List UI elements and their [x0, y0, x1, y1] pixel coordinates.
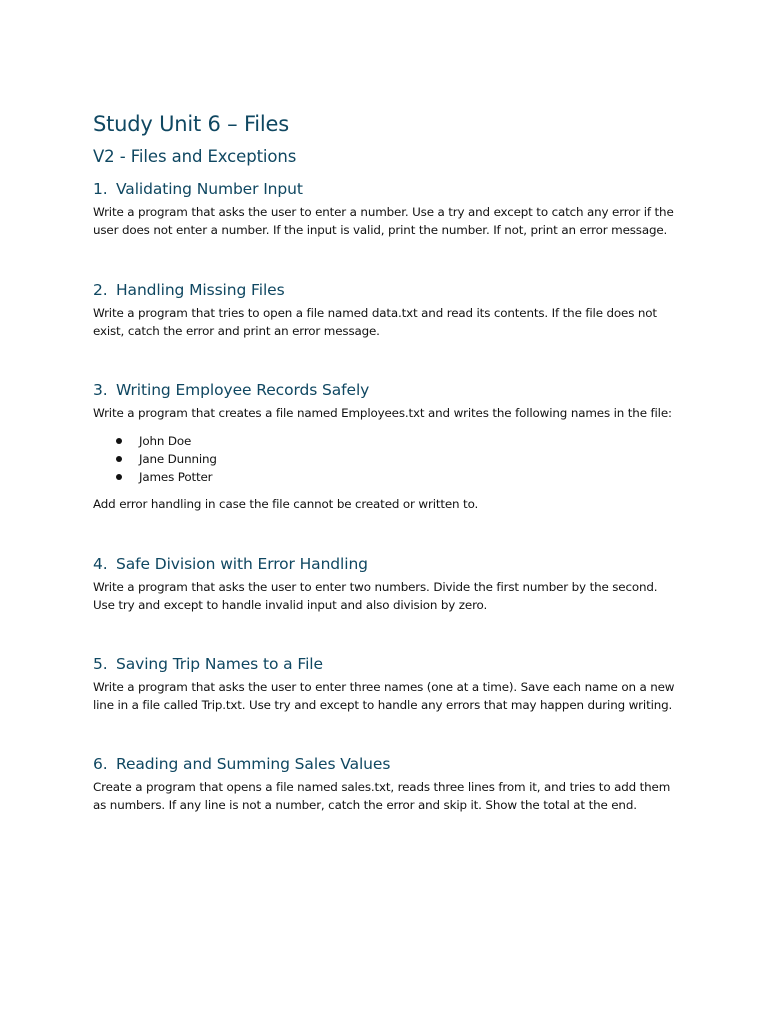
- section-heading: [93, 378, 678, 402]
- section-paragraph: Write a program that tries to open a file named data.txt and read its contents. If the file does not exist, catch the error and print an error message.: [93, 306, 657, 338]
- section-number: 1.: [93, 180, 108, 198]
- section-number: 4.: [93, 555, 108, 573]
- section-title: Reading and Summing Sales Values: [116, 755, 391, 773]
- section-paragraph: Write a program that asks the user to enter three names (one at a time). Save each name on a new line in a file called Trip.txt. Use try and except to handle any errors that may happen during writing.: [93, 680, 675, 712]
- section-heading: [93, 278, 678, 302]
- section-4: [93, 552, 678, 614]
- section-heading: [93, 652, 678, 676]
- section-number: 6.: [93, 755, 108, 773]
- section-number: 2.: [93, 281, 108, 299]
- section-title: Safe Division with Error Handling: [116, 555, 368, 573]
- section-heading: [93, 177, 678, 201]
- bullet-icon: [116, 474, 122, 480]
- section-6: [93, 752, 678, 814]
- list-item: [93, 432, 678, 450]
- bullet-icon: [116, 438, 122, 444]
- section-paragraph: Write a program that creates a file named Employees.txt and writes the following names in the file:: [93, 406, 672, 420]
- section-heading: [93, 752, 678, 776]
- list-item: [93, 450, 678, 468]
- bullet-icon: [116, 456, 122, 462]
- list-item-text: John Doe: [139, 433, 192, 448]
- section-title: Validating Number Input: [116, 180, 303, 198]
- document-title: Study Unit 6 – Files: [93, 112, 290, 136]
- section-2: [93, 278, 678, 340]
- document-subtitle: V2 - Files and Exceptions: [93, 147, 297, 166]
- list-item-text: Jane Dunning: [139, 451, 217, 466]
- list-item-text: James Potter: [139, 469, 213, 484]
- section-number: 5.: [93, 655, 108, 673]
- document-page: [93, 108, 678, 814]
- employee-name-list: [93, 432, 678, 486]
- section-5: [93, 652, 678, 714]
- section-paragraph: Add error handling in case the file cannot be created or written to.: [93, 496, 479, 511]
- section-paragraph: Create a program that opens a file named sales.txt, reads three lines from it, and tries to add them as numbers. If any line is not a number, catch the error and skip it. Show the total at the end.: [93, 780, 671, 812]
- section-paragraph: Write a program that asks the user to enter a number. Use a try and except to catch any error if the user does not enter a number. If the input is valid, print the number. If not, print an error message.: [93, 205, 674, 237]
- list-item: [93, 468, 678, 486]
- section-1: [93, 177, 678, 239]
- section-title: Saving Trip Names to a File: [116, 655, 323, 673]
- section-paragraph: Write a program that asks the user to enter two numbers. Divide the first number by the second. Use try and except to handle invalid input and also division by zero.: [93, 580, 658, 612]
- section-heading: [93, 552, 678, 576]
- section-3: [93, 378, 678, 513]
- section-number: 3.: [93, 381, 108, 399]
- section-title: Handling Missing Files: [116, 281, 285, 299]
- section-title: Writing Employee Records Safely: [116, 381, 370, 399]
